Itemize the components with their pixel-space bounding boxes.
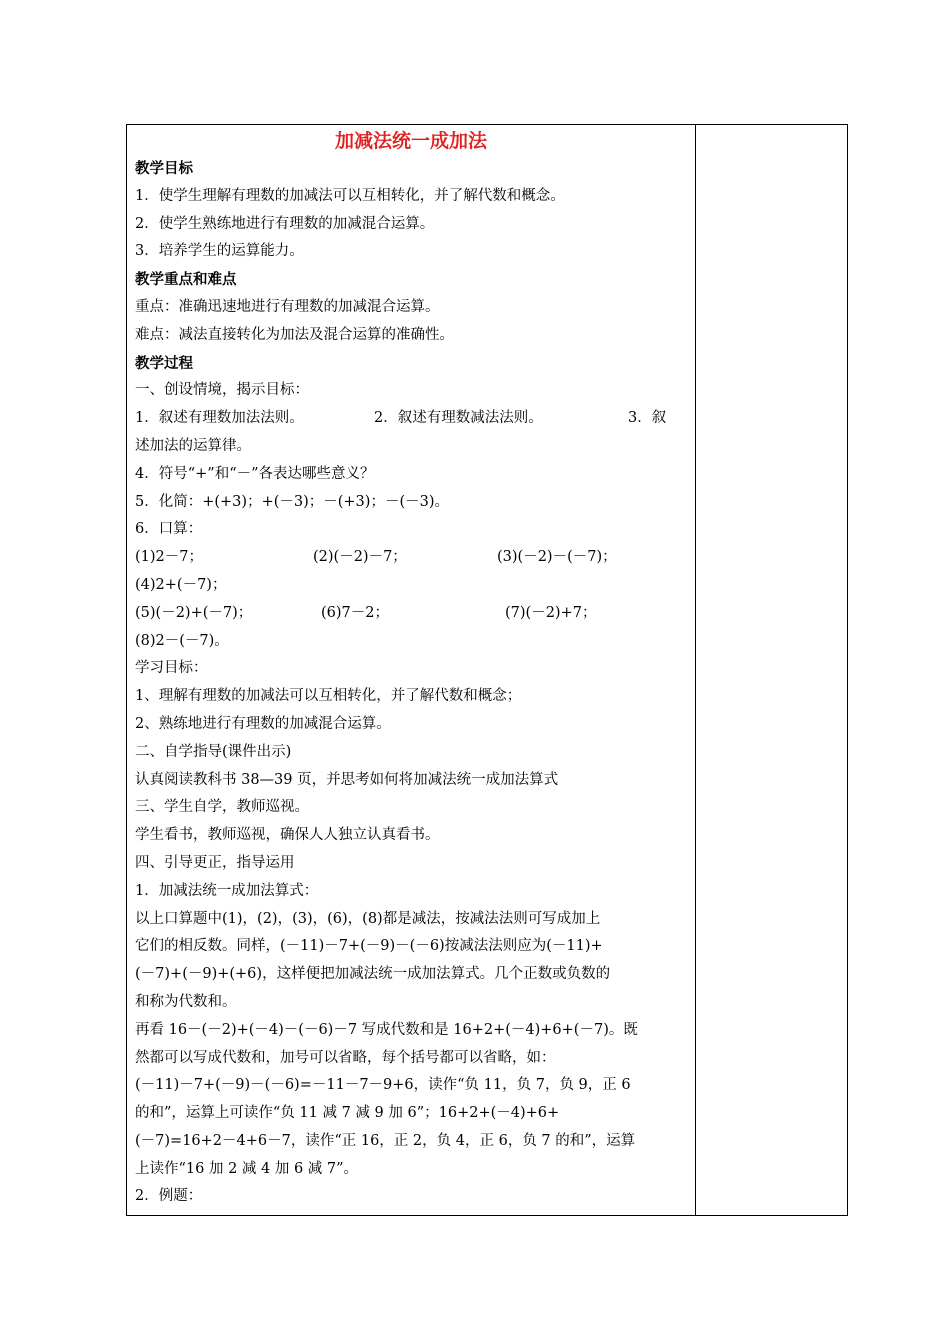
- mental-math-item: (1)2－7；: [135, 549, 203, 566]
- mental-math-item: (7)(－2)+7；: [505, 604, 597, 621]
- heading-key-points: 教学重点和难点: [135, 271, 237, 289]
- section-heading: 四、引导更正，指导运用: [135, 854, 295, 871]
- mental-math-item: (3)(－2)－(－7)；: [497, 549, 617, 566]
- question-item: 4．符号“+”和“－”各表达哪些意义？: [135, 465, 375, 482]
- paragraph-line: 上读作“16 加 2 减 4 加 6 减 7”。: [135, 1160, 359, 1177]
- mental-math-item: (4)2+(－7)；: [135, 576, 227, 593]
- mental-math-item: (8)2－(－7)。: [135, 632, 229, 649]
- heading-teaching-process: 教学过程: [135, 354, 193, 372]
- paragraph-line: 以上口算题中(1)，(2)，(3)，(6)，(8)都是减法，按减法法则可写成加上: [135, 910, 601, 927]
- goal-item: 3．培养学生的运算能力。: [135, 243, 304, 260]
- learning-goal: 2、熟练地进行有理数的加减混合运算。: [135, 715, 391, 732]
- paragraph-line: 认真阅读教科书 38—39 页，并思考如何将加减法统一成加法算式: [135, 771, 559, 788]
- paragraph-line: 然都可以写成代数和，加号可以省略，每个括号都可以省略，如：: [135, 1049, 556, 1066]
- paragraph-line: 它们的相反数。同样，(－11)－7+(－9)－(－6)按减法法则应为(－11)+: [135, 938, 603, 955]
- subsection-heading: 2．例题：: [135, 1188, 203, 1205]
- review-item: 2．叙述有理数减法法则。: [374, 410, 543, 427]
- learning-goals-heading: 学习目标：: [135, 660, 208, 677]
- goal-item: 1．使学生理解有理数的加减法可以互相转化，并了解代数和概念。: [135, 187, 565, 204]
- paragraph-line: (－7)=16+2－4+6－7，读作“正 16，正 2，负 4，正 6，负 7 的和”，运算: [135, 1132, 636, 1149]
- paragraph-line: 和称为代数和。: [135, 993, 237, 1010]
- lesson-content: [135, 125, 687, 1211]
- mental-math-item: (6)7－2；: [321, 604, 389, 621]
- paragraph-line: 的和”，运算上可读作“负 11 减 7 减 9 加 6”；16+2+(－4)+6+: [135, 1105, 560, 1122]
- review-continuation: 述加法的运算律。: [135, 437, 251, 454]
- document-title: 加减法统一成加法: [334, 130, 487, 152]
- section-heading: 一、创设情境，揭示目标：: [135, 382, 309, 399]
- key-point: 重点：准确迅速地进行有理数的加减混合运算。: [135, 298, 440, 315]
- mental-math-row: [135, 544, 687, 572]
- column-divider: [695, 125, 696, 1215]
- heading-teaching-goals: 教学目标: [135, 160, 193, 177]
- section-heading: 三、学生自学，教师巡视。: [135, 799, 309, 816]
- review-item: 3．叙: [628, 410, 667, 427]
- question-item: 6．口算：: [135, 521, 203, 538]
- lesson-table: [126, 124, 848, 1216]
- goal-item: 2．使学生熟练地进行有理数的加减混合运算。: [135, 215, 435, 232]
- review-row: [135, 405, 687, 433]
- mental-math-row: [135, 600, 687, 628]
- review-item: 1．叙述有理数加法法则。: [135, 410, 304, 427]
- mental-math-item: (5)(－2)+(－7)；: [135, 604, 253, 621]
- difficulty-point: 难点：减法直接转化为加法及混合运算的准确性。: [135, 326, 454, 343]
- paragraph-line: 再看 16－(－2)+(－4)－(－6)－7 写成代数和是 16+2+(－4)+6+(－7)。既: [135, 1021, 638, 1038]
- paragraph-line: 学生看书，教师巡视，确保人人独立认真看书。: [135, 827, 440, 844]
- question-item: 5．化简：+(+3)；+(－3)；－(+3)；－(－3)。: [135, 493, 449, 510]
- paragraph-line: (－7)+(－9)+(+6)，这样便把加减法统一成加法算式。几个正数或负数的: [135, 966, 611, 983]
- section-heading: 二、自学指导(课件出示): [135, 743, 292, 760]
- learning-goal: 1、理解有理数的加减法可以互相转化，并了解代数和概念；: [135, 688, 522, 705]
- mental-math-item: (2)(－2)－7；: [313, 549, 407, 566]
- subsection-heading: 1．加减法统一成加法算式：: [135, 882, 319, 899]
- paragraph-line: (－11)－7+(－9)－(－6)=－11－7－9+6，读作“负 11，负 7，负 9，正 6: [135, 1077, 631, 1094]
